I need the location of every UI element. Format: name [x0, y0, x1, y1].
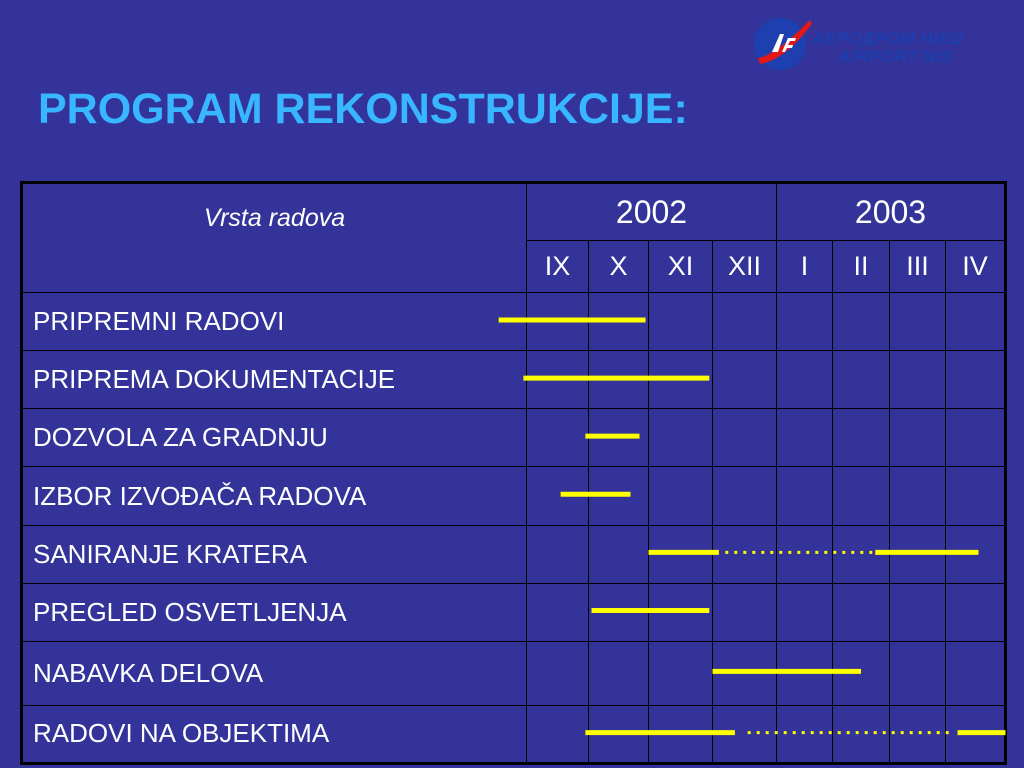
gantt-chart	[20, 181, 1004, 765]
month-cell	[833, 409, 890, 467]
month-cell	[527, 293, 589, 351]
month-cell	[589, 467, 649, 525]
month-cell	[833, 705, 890, 763]
logo-line-latin: AIRPORT NIS	[838, 47, 953, 66]
month-cell	[946, 641, 1006, 705]
month-cell	[777, 705, 833, 763]
month-cell	[527, 705, 589, 763]
month-cell	[589, 583, 649, 641]
month-header: XII	[713, 241, 777, 293]
task-label: SANIRANJE KRATERA	[22, 525, 527, 583]
task-row	[22, 293, 1006, 351]
month-cell	[713, 293, 777, 351]
year-header: 2003	[777, 183, 1006, 241]
month-header: II	[833, 241, 890, 293]
month-cell	[777, 583, 833, 641]
month-cell	[527, 351, 589, 409]
month-cell	[833, 641, 890, 705]
month-cell	[713, 467, 777, 525]
logo-line-cyrillic: АЕРОДРОМ НИШ	[812, 29, 963, 48]
month-cell	[527, 467, 589, 525]
task-row	[22, 351, 1006, 409]
month-cell	[713, 641, 777, 705]
task-row	[22, 409, 1006, 467]
month-cell	[946, 705, 1006, 763]
task-column-header: Vrsta radova	[22, 183, 527, 293]
month-cell	[946, 525, 1006, 583]
month-header: III	[890, 241, 946, 293]
month-cell	[890, 705, 946, 763]
month-cell	[890, 583, 946, 641]
month-cell	[589, 705, 649, 763]
task-label: PRIPREMNI RADOVI	[22, 293, 527, 351]
task-label: DOZVOLA ZA GRADNJU	[22, 409, 527, 467]
year-header-row	[22, 183, 1006, 241]
month-cell	[589, 409, 649, 467]
month-cell	[527, 583, 589, 641]
month-cell	[946, 467, 1006, 525]
month-cell	[890, 525, 946, 583]
month-cell	[713, 705, 777, 763]
month-cell	[649, 641, 713, 705]
task-label: NABAVKA DELOVA	[22, 641, 527, 705]
slide-title: PROGRAM REKONSTRUKCIJE:	[38, 85, 688, 133]
task-row	[22, 641, 1006, 705]
month-cell	[649, 525, 713, 583]
task-row	[22, 467, 1006, 525]
logo-text	[812, 30, 963, 66]
task-label: PRIPREMA DOKUMENTACIJE	[22, 351, 527, 409]
month-cell	[589, 525, 649, 583]
airport-logo	[752, 16, 1022, 76]
month-cell	[713, 525, 777, 583]
month-cell	[777, 293, 833, 351]
month-cell	[890, 409, 946, 467]
month-cell	[777, 525, 833, 583]
month-cell	[833, 351, 890, 409]
month-cell	[833, 525, 890, 583]
month-cell	[527, 525, 589, 583]
month-cell	[946, 583, 1006, 641]
month-cell	[777, 467, 833, 525]
month-cell	[527, 409, 589, 467]
month-cell	[890, 351, 946, 409]
month-cell	[833, 583, 890, 641]
month-cell	[890, 641, 946, 705]
month-cell	[713, 351, 777, 409]
month-cell	[713, 409, 777, 467]
month-cell	[946, 409, 1006, 467]
month-cell	[649, 351, 713, 409]
month-cell	[946, 351, 1006, 409]
month-header: I	[777, 241, 833, 293]
task-label: PREGLED OSVETLJENJA	[22, 583, 527, 641]
month-cell	[589, 351, 649, 409]
month-cell	[589, 293, 649, 351]
month-cell	[649, 293, 713, 351]
task-row	[22, 705, 1006, 763]
month-cell	[527, 641, 589, 705]
month-cell	[946, 293, 1006, 351]
task-label: IZBOR IZVOĐAČA RADOVA	[22, 467, 527, 525]
month-cell	[833, 467, 890, 525]
month-header: X	[589, 241, 649, 293]
month-cell	[649, 467, 713, 525]
month-cell	[649, 705, 713, 763]
month-cell	[833, 293, 890, 351]
month-header: IX	[527, 241, 589, 293]
month-cell	[777, 351, 833, 409]
month-header: IV	[946, 241, 1006, 293]
month-cell	[589, 641, 649, 705]
month-cell	[777, 641, 833, 705]
month-cell	[777, 409, 833, 467]
month-cell	[649, 409, 713, 467]
month-header: XI	[649, 241, 713, 293]
month-cell	[713, 583, 777, 641]
airport-emblem-icon	[752, 16, 816, 76]
schedule-table	[20, 181, 1007, 765]
month-cell	[649, 583, 713, 641]
month-cell	[890, 467, 946, 525]
year-header: 2002	[527, 183, 777, 241]
task-row	[22, 525, 1006, 583]
month-cell	[890, 293, 946, 351]
task-label: RADOVI NA OBJEKTIMA	[22, 705, 527, 763]
task-row	[22, 583, 1006, 641]
